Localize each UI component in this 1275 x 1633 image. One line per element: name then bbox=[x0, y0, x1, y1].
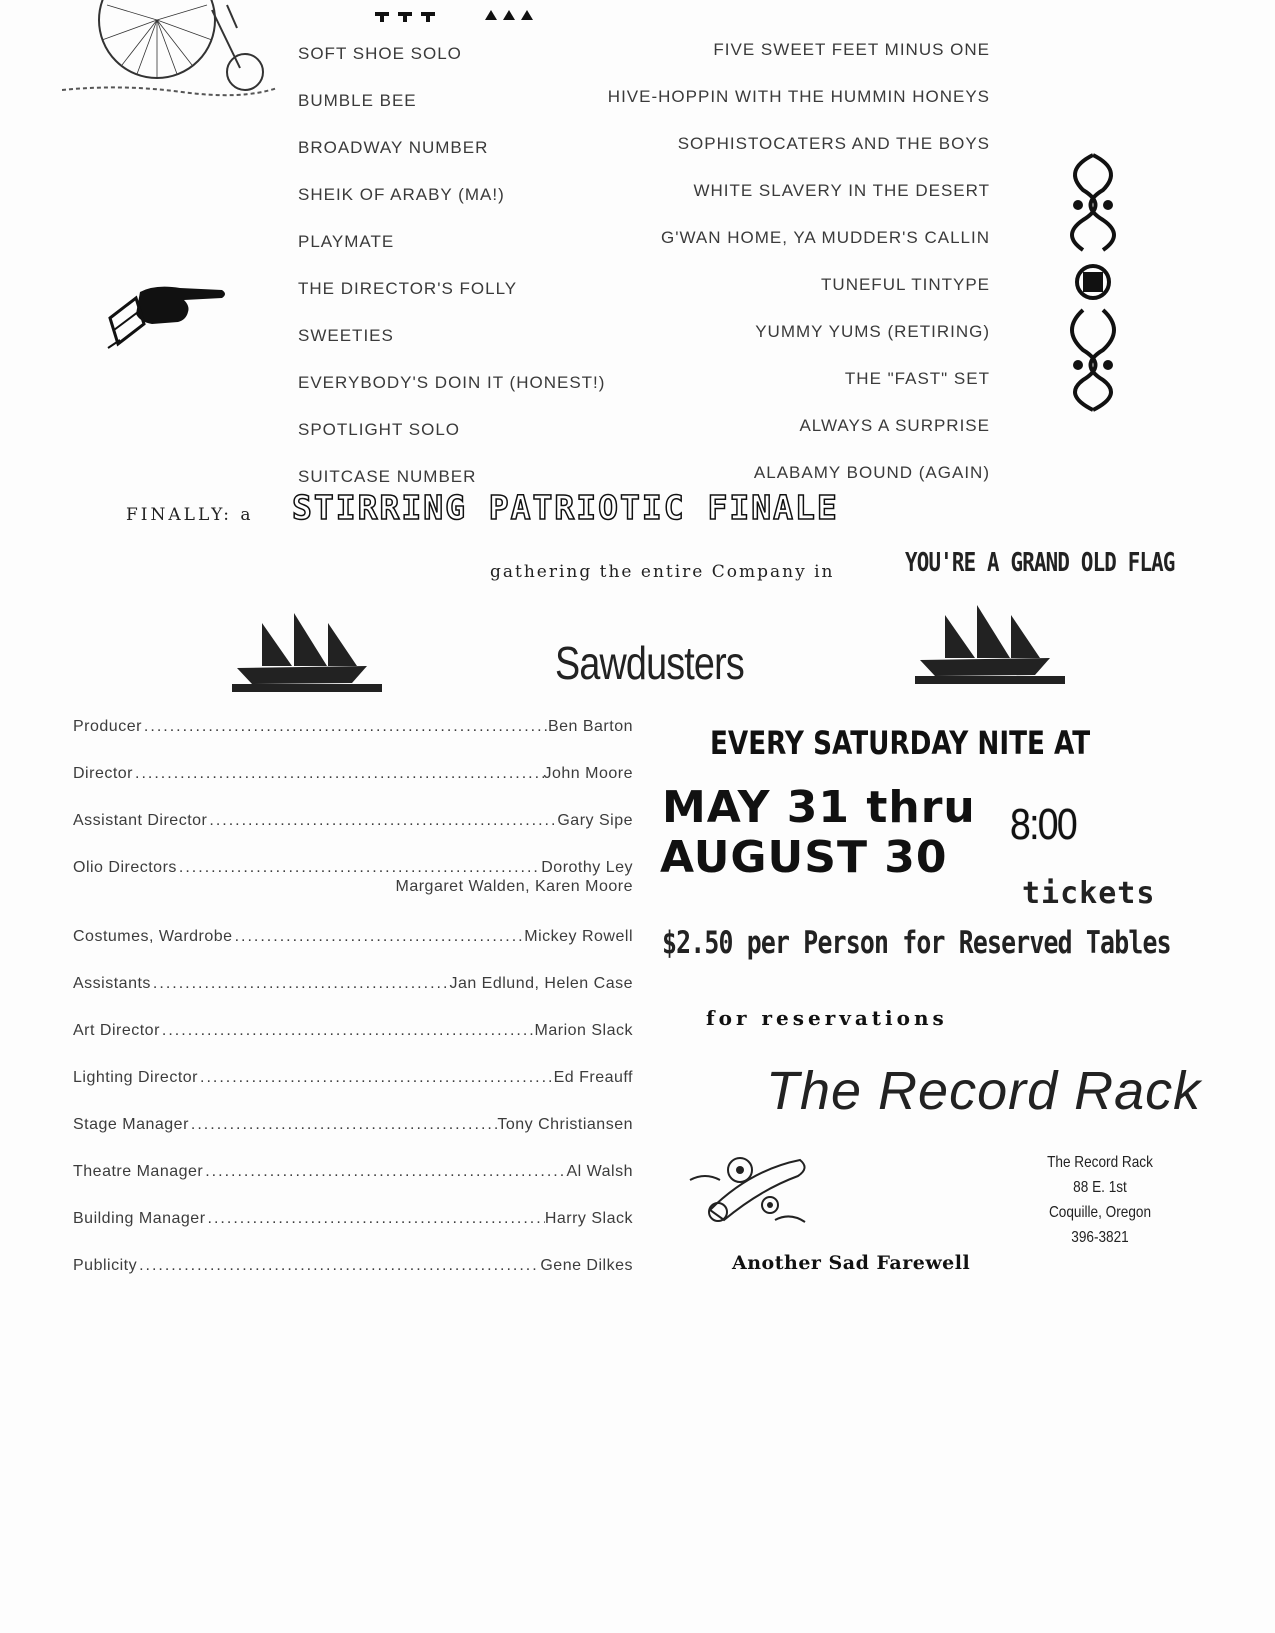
credit-role: Assistants bbox=[73, 975, 151, 992]
program-performers-item: FIVE SWEET FEET MINUS ONE bbox=[713, 40, 990, 59]
credit-name: Harry Slack bbox=[544, 1210, 633, 1227]
credit-role: Publicity bbox=[73, 1257, 138, 1274]
credit-row bbox=[73, 1016, 633, 1040]
schedule-headline: EVERY SATURDAY NITE AT bbox=[710, 724, 1091, 762]
credit-role: Producer bbox=[73, 718, 142, 735]
farewell-text: Another Sad Farewell bbox=[732, 1252, 971, 1274]
credit-name-extra: Margaret Walden, Karen Moore bbox=[395, 878, 633, 895]
credit-name: Gary Sipe bbox=[557, 812, 633, 829]
address-block bbox=[1032, 1150, 1168, 1250]
credit-name: Dorothy Ley bbox=[541, 859, 633, 876]
credit-leader bbox=[137, 1257, 540, 1275]
credit-leader bbox=[198, 1069, 554, 1087]
ornament-marks-icon bbox=[370, 8, 590, 22]
credit-role: Lighting Director bbox=[73, 1069, 198, 1086]
credit-leader bbox=[189, 1116, 497, 1134]
credit-role: Stage Manager bbox=[73, 1116, 189, 1133]
address-name: The Record Rack bbox=[1047, 1154, 1153, 1171]
credit-leader bbox=[206, 1210, 545, 1228]
program-title: SWEETIES bbox=[298, 326, 394, 345]
credit-row bbox=[73, 922, 633, 946]
credit-leader bbox=[177, 859, 541, 877]
credit-row bbox=[73, 806, 633, 830]
schedule-time: 8:00 bbox=[1010, 800, 1076, 849]
credit-name: Ben Barton bbox=[547, 718, 633, 735]
credit-row bbox=[73, 1063, 633, 1087]
finale-title: STIRRING PATRIOTIC FINALE bbox=[292, 488, 839, 527]
program-performers-item: SOPHISTOCATERS AND THE BOYS bbox=[677, 134, 990, 153]
credit-row bbox=[73, 853, 633, 877]
credit-row bbox=[73, 969, 633, 993]
bicycle-icon bbox=[62, 0, 277, 100]
pointing-hand-icon bbox=[100, 278, 230, 358]
address-city: Coquille, Oregon bbox=[1048, 1204, 1152, 1221]
credit-role: Theatre Manager bbox=[73, 1163, 204, 1180]
program-title: THE DIRECTOR'S FOLLY bbox=[298, 279, 518, 298]
schedule-dates-line2: AUGUST 30 bbox=[660, 832, 948, 883]
credit-leader bbox=[207, 812, 557, 830]
credit-leader bbox=[160, 1022, 535, 1040]
program-title: BUMBLE BEE bbox=[298, 91, 417, 110]
credit-name: Marion Slack bbox=[534, 1022, 633, 1039]
schedule-tickets: tickets bbox=[1022, 876, 1156, 911]
program-performers-item: HIVE-HOPPIN WITH THE HUMMIN HONEYS bbox=[607, 87, 990, 106]
credit-row bbox=[73, 1157, 633, 1181]
credit-role: Assistant Director bbox=[73, 812, 208, 829]
scroll-ornament-icon bbox=[1053, 150, 1133, 415]
program-title: SUITCASE NUMBER bbox=[298, 467, 477, 486]
credit-name: John Moore bbox=[543, 765, 633, 782]
credit-leader bbox=[151, 975, 450, 993]
finale-line: gathering the entire Company in bbox=[490, 562, 835, 582]
program-performers-item: THE "FAST" SET bbox=[844, 369, 990, 388]
credit-leader bbox=[203, 1163, 566, 1181]
schedule-venue: The Record Rack bbox=[766, 1061, 1202, 1121]
credit-role: Building Manager bbox=[73, 1210, 206, 1227]
address-phone: 396-3821 bbox=[1071, 1229, 1129, 1246]
credit-name: Mickey Rowell bbox=[524, 928, 633, 945]
program-title: SPOTLIGHT SOLO bbox=[298, 420, 461, 439]
address-street: 88 E. 1st bbox=[1073, 1179, 1127, 1196]
credit-role: Costumes, Wardrobe bbox=[73, 928, 233, 945]
credit-leader bbox=[233, 928, 525, 946]
credit-role: Olio Directors bbox=[73, 859, 177, 876]
credits-list bbox=[73, 712, 633, 1298]
credit-leader bbox=[142, 718, 548, 736]
program-performers-item: ALWAYS A SURPRISE bbox=[799, 416, 990, 435]
schedule-price: $2.50 per Person for Reserved Tables bbox=[662, 925, 1171, 961]
schedule-reservations: for reservations bbox=[706, 1006, 948, 1030]
program-performers-item: YUMMY YUMS (RETIRING) bbox=[755, 322, 990, 341]
credit-role: Art Director bbox=[73, 1022, 160, 1039]
finale-song: YOU'RE A GRAND OLD FLAG bbox=[905, 548, 1175, 578]
finale-prefix: FINALLY: a bbox=[126, 505, 254, 525]
credit-row bbox=[73, 759, 633, 783]
credit-name: Gene Dilkes bbox=[540, 1257, 633, 1274]
program-title: BROADWAY NUMBER bbox=[298, 138, 489, 157]
troupe-name: Sawdusters bbox=[555, 637, 744, 689]
credit-leader bbox=[133, 765, 543, 783]
program-title: SHEIK OF ARABY (MA!) bbox=[298, 185, 505, 204]
credit-row bbox=[73, 712, 633, 736]
program-performers-item: TUNEFUL TINTYPE bbox=[821, 275, 990, 294]
credit-row bbox=[73, 1204, 633, 1228]
program-title: SOFT SHOE SOLO bbox=[298, 44, 462, 63]
credit-name: Jan Edlund, Helen Case bbox=[449, 975, 633, 992]
schedule-dates-line1: MAY 31 thru bbox=[662, 782, 976, 833]
credit-row bbox=[73, 1110, 633, 1134]
program-title: PLAYMATE bbox=[298, 232, 395, 251]
program-title: EVERYBODY'S DOIN IT (HONEST!) bbox=[298, 373, 606, 392]
sailing-ship-icon bbox=[915, 600, 1065, 685]
program-performers-item: WHITE SLAVERY IN THE DESERT bbox=[693, 181, 990, 200]
credit-name: Tony Christiansen bbox=[497, 1116, 633, 1133]
program-performers-item: ALABAMY BOUND (AGAIN) bbox=[753, 463, 990, 482]
credit-row bbox=[73, 1251, 633, 1275]
credit-name: Ed Freauff bbox=[553, 1069, 633, 1086]
program-performers-item: G'WAN HOME, YA MUDDER'S CALLIN bbox=[660, 228, 990, 247]
credit-name: Al Walsh bbox=[566, 1163, 633, 1180]
flower-scroll-icon bbox=[680, 1150, 815, 1230]
credit-role: Director bbox=[73, 765, 134, 782]
program-performers bbox=[560, 26, 990, 496]
sailing-ship-icon bbox=[232, 608, 382, 693]
